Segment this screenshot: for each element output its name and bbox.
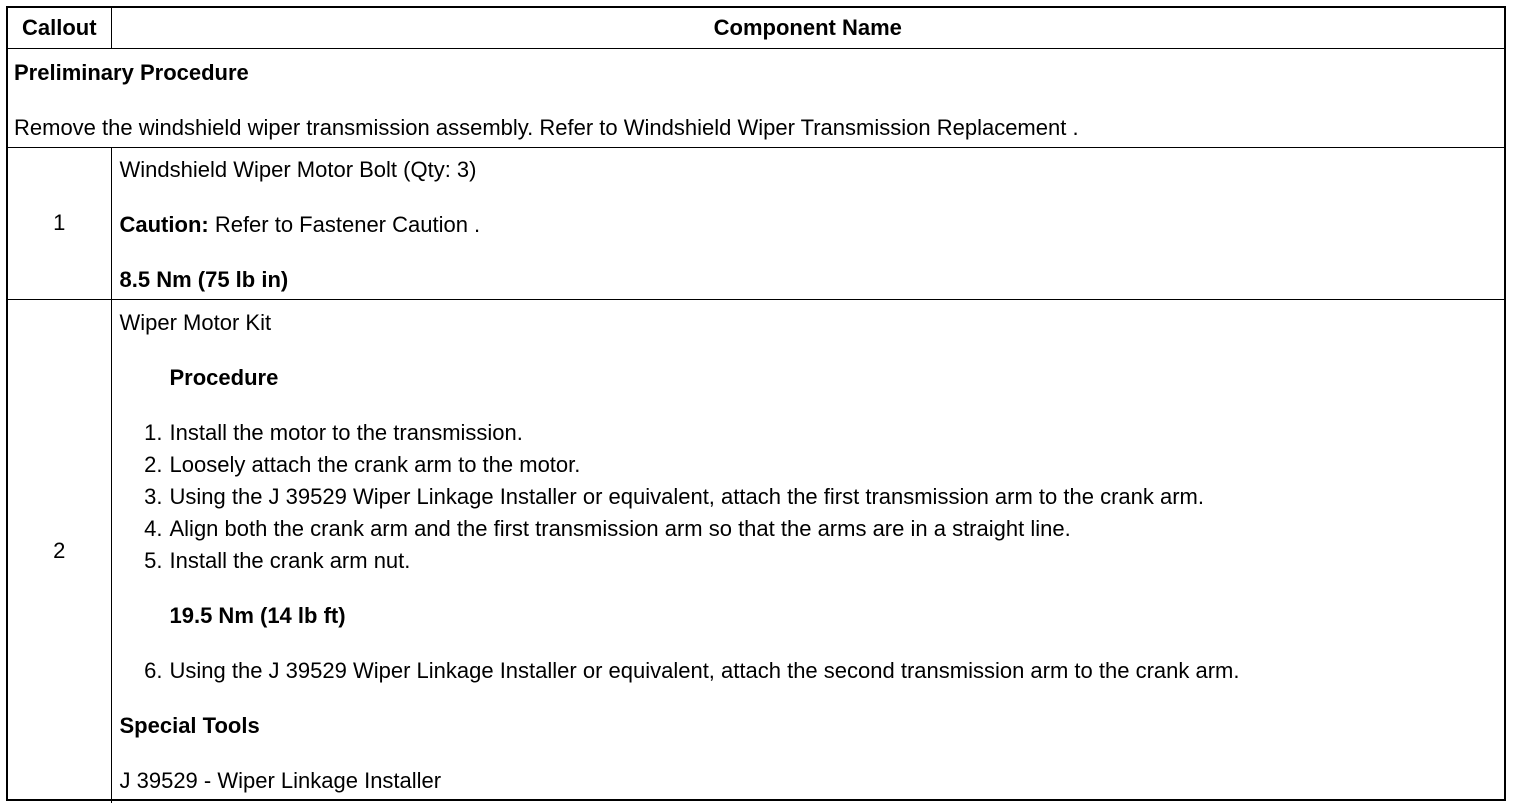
procedure-step [120, 513, 1497, 545]
caution-text: Refer to Fastener Caution . [208, 211, 481, 237]
procedure-step [120, 481, 1497, 513]
special-tool-item: J 39529 - Wiper Linkage Installer [119, 767, 442, 793]
procedure-step [120, 449, 1497, 481]
header-callout: Callout [8, 8, 111, 48]
component-table [8, 8, 1504, 803]
step-text: Align both the crank arm and the first transmission arm so that the arms are in a straight line. [169, 515, 1071, 541]
table-header-row [8, 8, 1504, 48]
step-number: 6. [144, 657, 163, 683]
preliminary-row [8, 48, 1504, 147]
callout-2: 2 [8, 299, 111, 803]
procedure-step [120, 545, 1497, 577]
step-text: Using the J 39529 Wiper Linkage Installer or equivalent, attach the second transmission arm to the crank arm. [169, 657, 1240, 683]
caution-line [120, 209, 1497, 241]
torque-spec-1: 8.5 Nm (75 lb in) [119, 266, 289, 292]
step-number: 1. [144, 419, 163, 445]
step-number: 4. [144, 515, 163, 541]
step-text: Using the J 39529 Wiper Linkage Installer or equivalent, attach the first transmission arm to the crank arm. [169, 483, 1204, 509]
torque-spec-step5: 19.5 Nm (14 lb ft) [169, 602, 346, 628]
special-tools-title: Special Tools [119, 712, 260, 738]
preliminary-cell [8, 48, 1504, 147]
table-row [8, 299, 1504, 803]
preliminary-title: Preliminary Procedure [14, 59, 249, 85]
step-number: 2. [144, 451, 163, 477]
component-name-2: Wiper Motor Kit [119, 309, 272, 335]
component-name-1: Windshield Wiper Motor Bolt (Qty: 3) [119, 156, 477, 182]
step-number: 3. [144, 483, 163, 509]
component-cell-1 [111, 147, 1504, 299]
step-text: Install the crank arm nut. [169, 547, 411, 573]
procedure-step [120, 655, 1497, 687]
step-text: Loosely attach the crank arm to the motor. [169, 451, 581, 477]
caution-label: Caution: [119, 211, 209, 237]
table-row [8, 147, 1504, 299]
component-table-frame [6, 6, 1506, 801]
step-number: 5. [144, 547, 163, 573]
step-text: Install the motor to the transmission. [169, 419, 523, 445]
procedure-step [120, 417, 1497, 449]
header-component-name: Component Name [111, 8, 1504, 48]
component-cell-2 [111, 299, 1504, 803]
procedure-title: Procedure [169, 364, 279, 390]
callout-1: 1 [8, 147, 111, 299]
preliminary-text: Remove the windshield wiper transmission assembly. Refer to Windshield Wiper Transmission Replacement . [14, 114, 1079, 140]
